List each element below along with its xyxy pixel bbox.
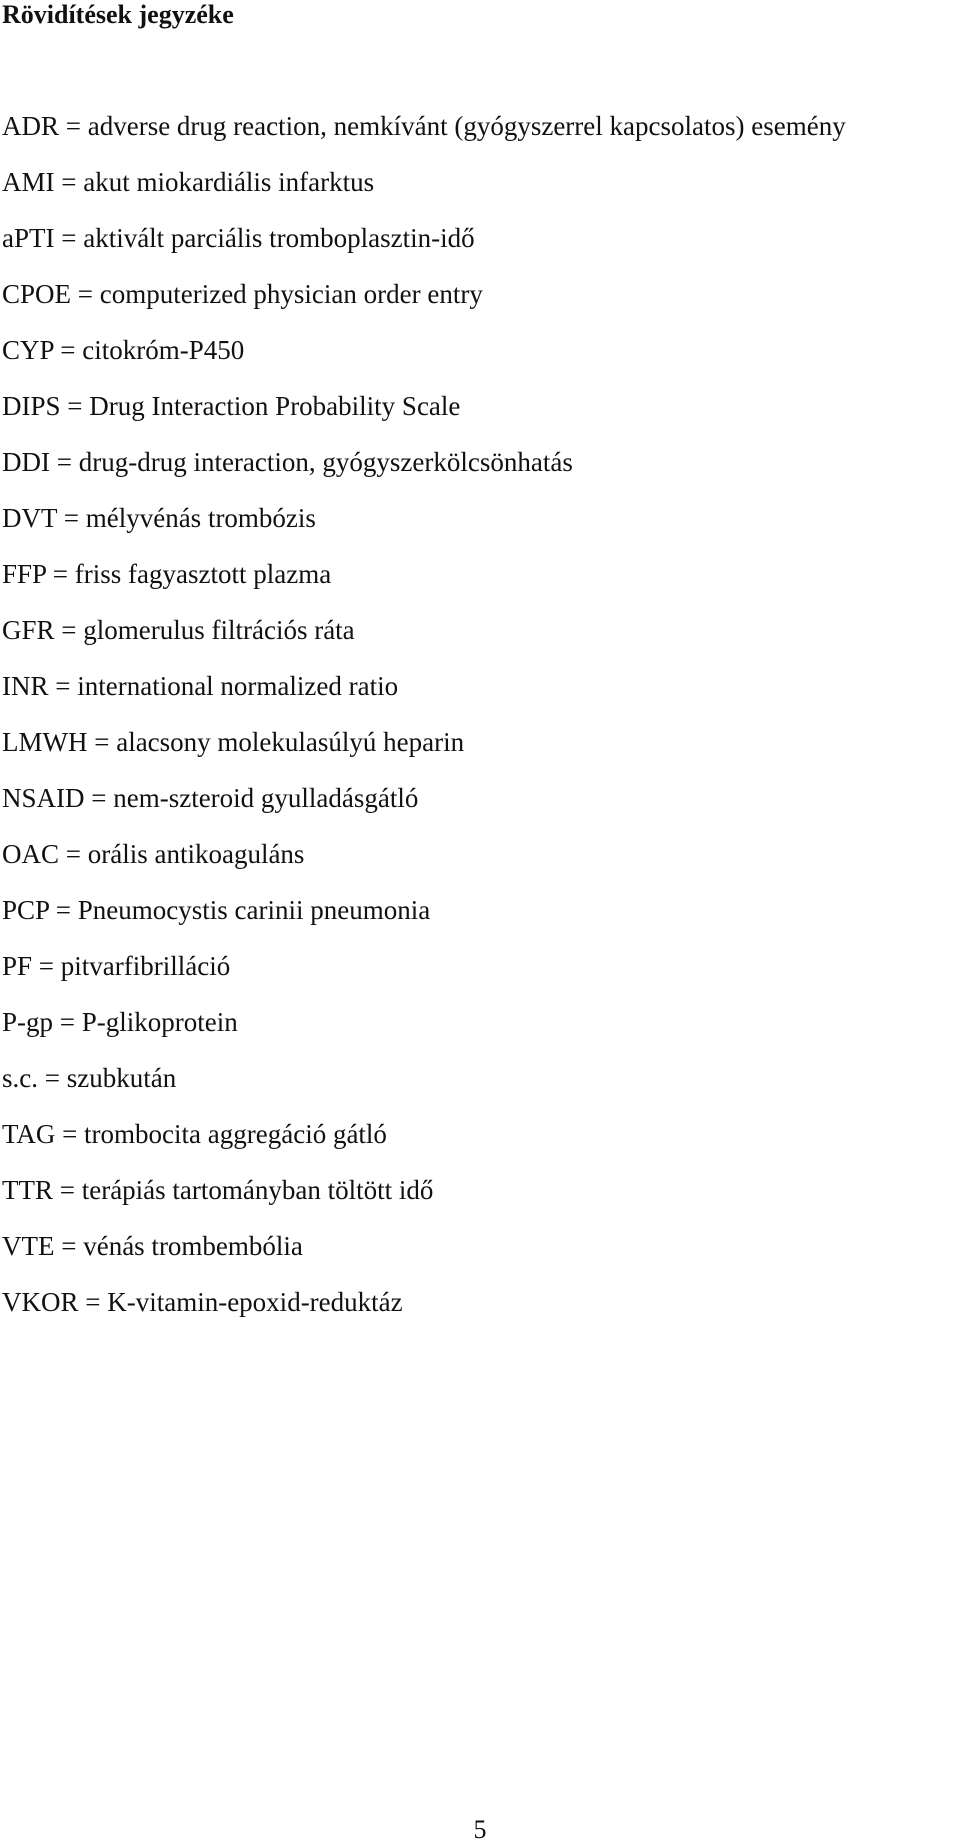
abbreviation-item: OAC = orális antikoaguláns <box>2 839 305 869</box>
abbreviation-item: aPTI = aktivált parciális tromboplasztin-idő <box>2 223 475 253</box>
abbreviation-item: INR = international normalized ratio <box>2 671 399 701</box>
abbreviation-item: AMI = akut miokardiális infarktus <box>2 167 375 197</box>
abbreviation-item: PF = pitvarfibrilláció <box>2 951 231 981</box>
abbreviation-item: DDI = drug-drug interaction, gyógyszerkölcsönhatás <box>2 447 573 477</box>
abbreviation-item: PCP = Pneumocystis carinii pneumonia <box>2 895 431 925</box>
abbreviation-list <box>2 108 846 1340</box>
abbreviation-item: P-gp = P-glikoprotein <box>2 1007 238 1037</box>
abbreviation-item: DIPS = Drug Interaction Probability Scale <box>2 391 461 421</box>
abbreviation-item: LMWH = alacsony molekulasúlyú heparin <box>2 727 465 757</box>
abbreviation-item: ADR = adverse drug reaction, nemkívánt (gyógyszerrel kapcsolatos) esemény <box>2 111 846 141</box>
abbreviation-item: s.c. = szubkután <box>2 1063 177 1093</box>
page-title: Rövidítések jegyzéke <box>2 0 234 29</box>
abbreviation-item: GFR = glomerulus filtrációs ráta <box>2 615 355 645</box>
abbreviation-item: NSAID = nem-szteroid gyulladásgátló <box>2 783 419 813</box>
abbreviation-item: TAG = trombocita aggregáció gátló <box>2 1119 387 1149</box>
abbreviation-item: VKOR = K-vitamin-epoxid-reduktáz <box>2 1287 403 1317</box>
abbreviation-item: TTR = terápiás tartományban töltött idő <box>2 1175 434 1205</box>
page-number: 5 <box>473 1815 487 1844</box>
abbreviation-item: DVT = mélyvénás trombózis <box>2 503 316 533</box>
abbreviation-item: CYP = citokróm-P450 <box>2 335 245 365</box>
abbreviation-item: CPOE = computerized physician order entry <box>2 279 483 309</box>
abbreviation-item: VTE = vénás trombembólia <box>2 1231 303 1261</box>
abbreviation-item: FFP = friss fagyasztott plazma <box>2 559 332 589</box>
